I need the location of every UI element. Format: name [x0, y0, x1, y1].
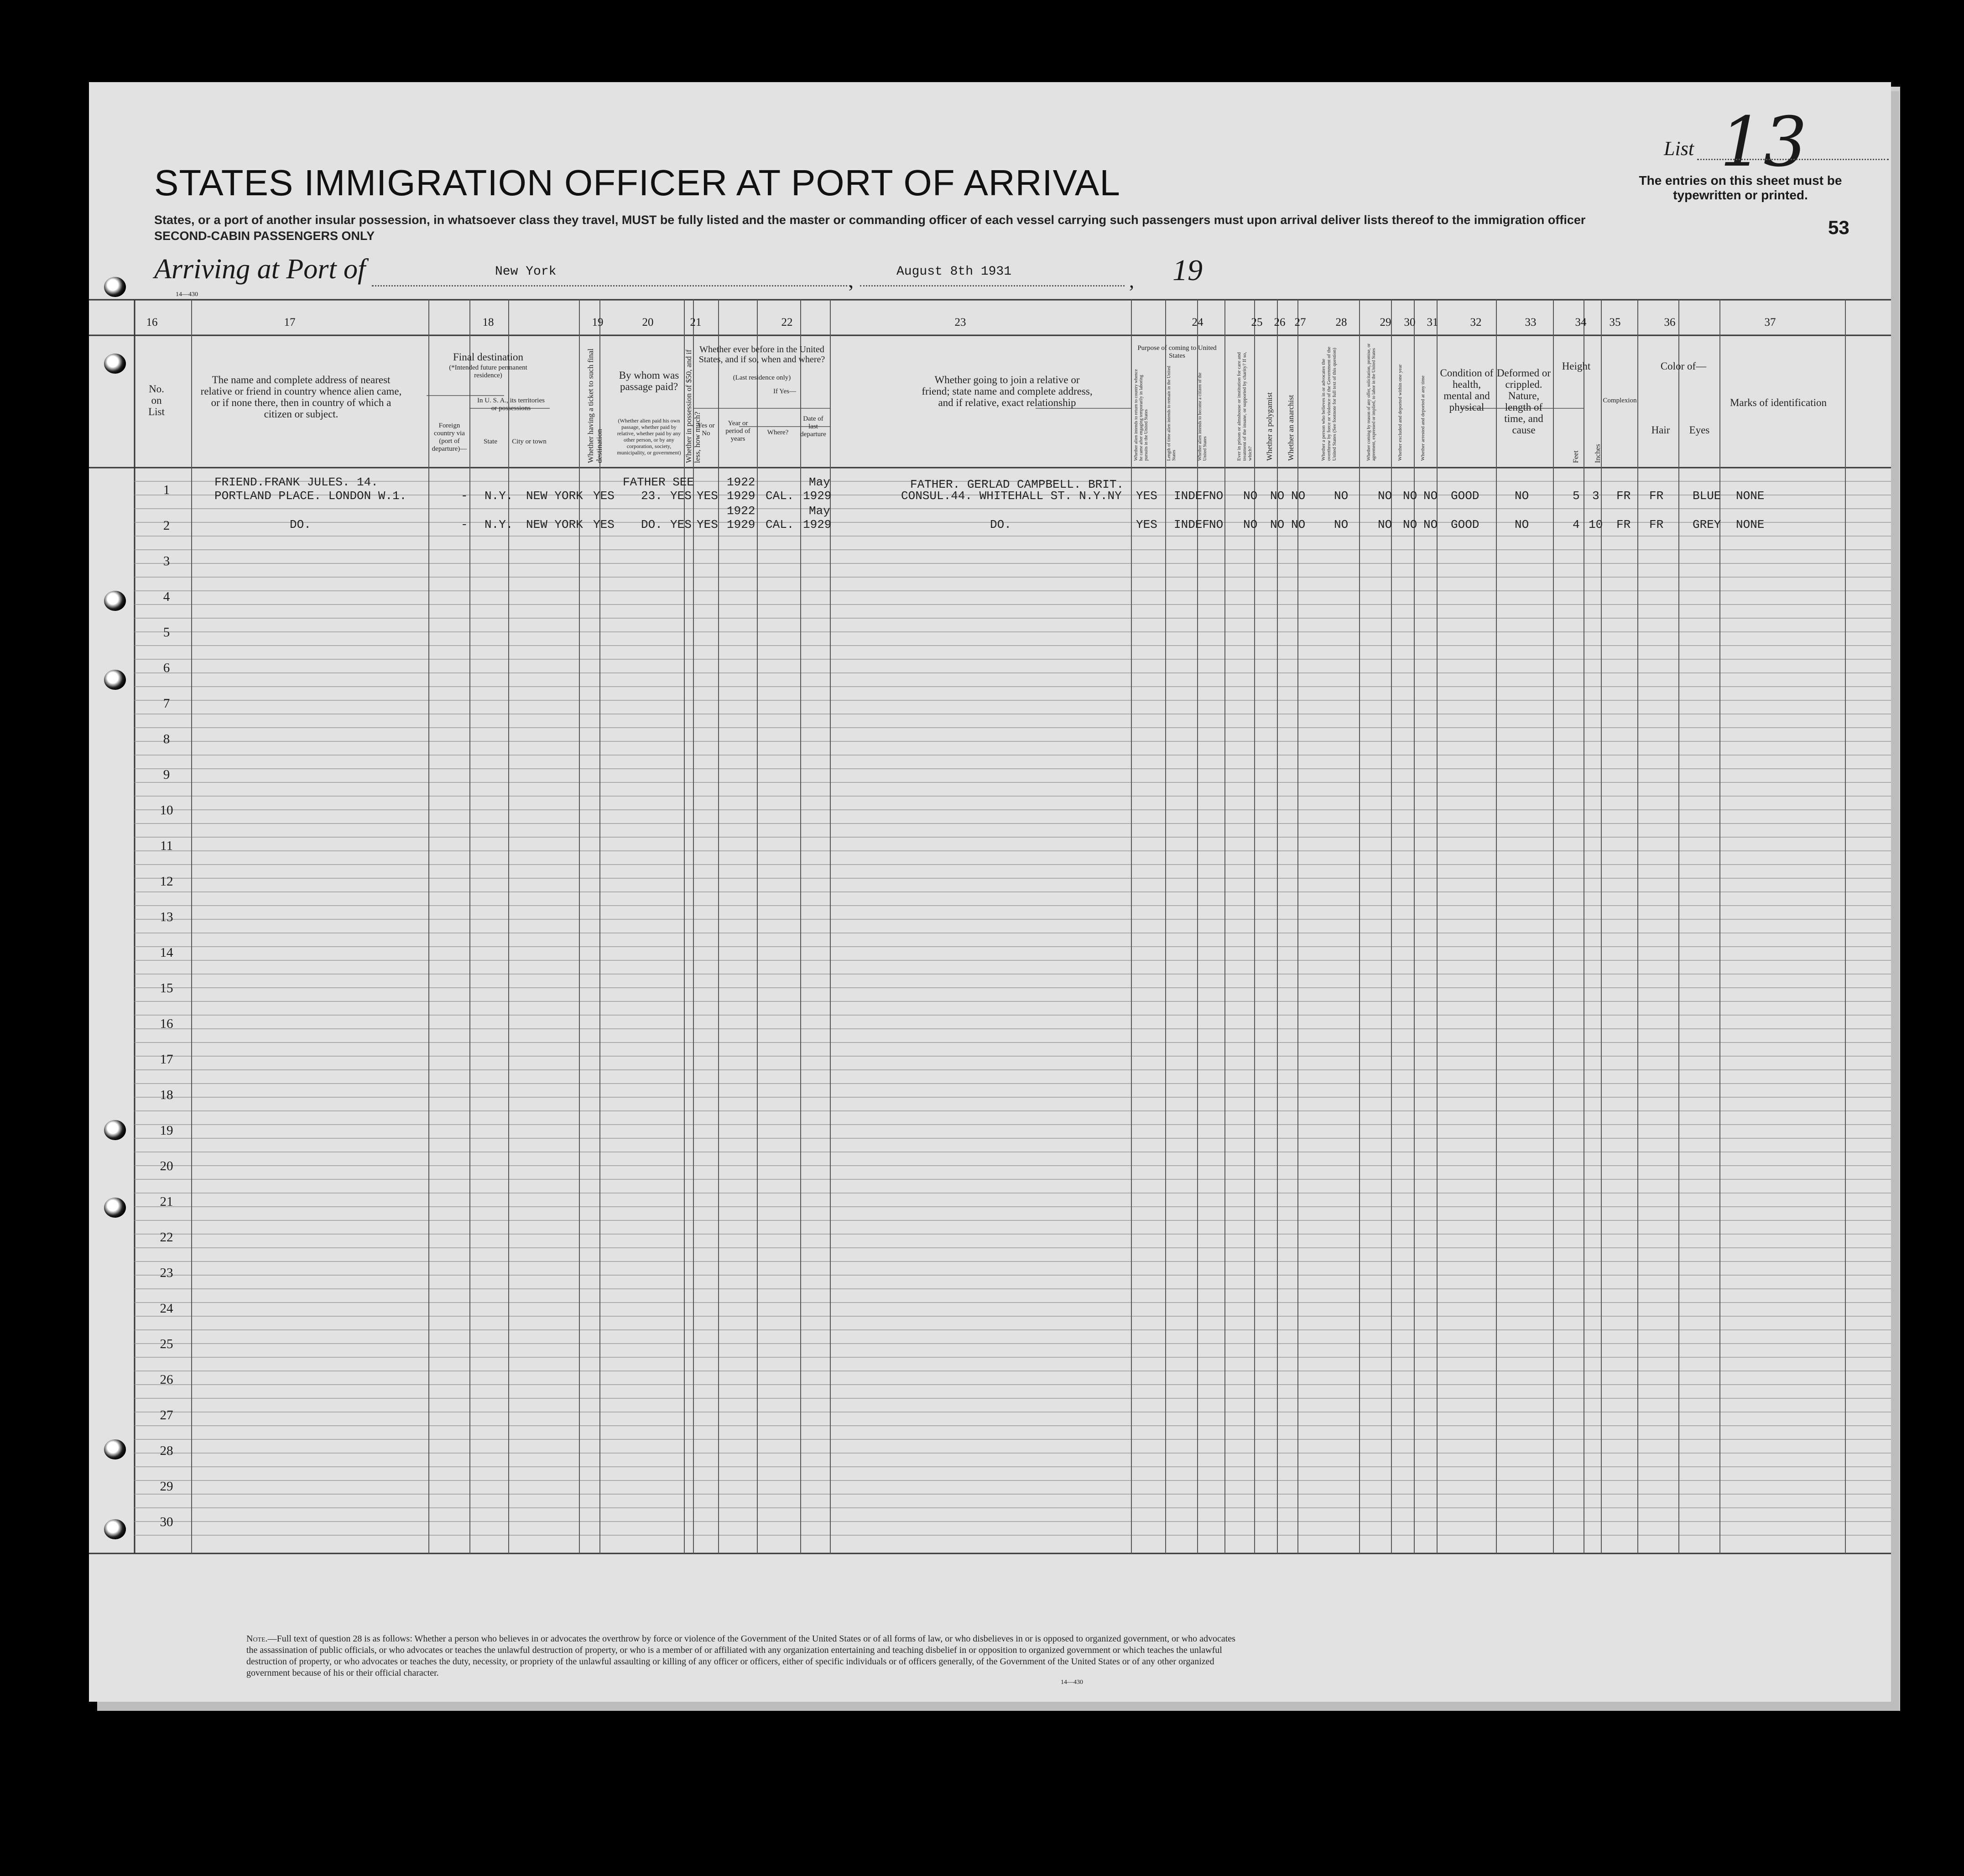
form-number: 14—430	[176, 291, 198, 298]
header-deformed: Deformed or crippled. Nature, length of time, and cause	[1496, 367, 1551, 436]
cell-state: N.Y.	[484, 489, 513, 503]
header-passage-paid: By whom was passage paid?	[619, 370, 679, 392]
col-number: 16	[146, 316, 158, 328]
row-number: 12	[160, 874, 173, 889]
col-number: 28	[1335, 316, 1347, 328]
cell-marks: NONE	[1736, 518, 1765, 532]
header-inches: Inches	[1594, 444, 1602, 463]
cell-relative: PORTLAND PLACE. LONDON W.1.	[214, 489, 407, 503]
row-number: 15	[160, 981, 173, 995]
col-number: 23	[954, 316, 966, 328]
cell-return: YES	[1136, 489, 1157, 503]
col-number: 17	[284, 316, 296, 328]
cell-before: YES	[697, 518, 718, 532]
col-number: 25	[1251, 316, 1263, 328]
header-in-usa: In U. S. A., its territories or possessions	[477, 397, 545, 412]
header-fifty-dollars: Whether in possession of $50, and if less, how much?	[684, 349, 702, 463]
cell-arrested: NO	[1423, 489, 1438, 503]
header-marks: Marks of identification	[1730, 397, 1827, 408]
cell-join: FATHER. GERLAD CAMPBELL. BRIT.	[910, 478, 1124, 491]
cell-join: CONSUL.44. WHITEHALL ST. N.Y.NY	[901, 489, 1122, 503]
cell-return: YES	[1136, 518, 1157, 532]
arriving-label: Arriving at Port of	[154, 254, 366, 285]
class-line: SECOND-CABIN PASSENGERS ONLY	[154, 229, 375, 243]
col-number: 26	[1274, 316, 1286, 328]
col-number: 37	[1764, 316, 1776, 328]
cell-inches: 3	[1592, 489, 1599, 503]
row-number: 5	[163, 625, 170, 640]
cell-overthrow: NO	[1334, 518, 1349, 532]
header-overthrow: Whether a person who believes in or advocates the overthrow by force or violence of the Government of the United States (See footnote for full text of this question)	[1321, 346, 1337, 461]
col-number: 24	[1192, 316, 1203, 328]
col-number: 19	[592, 316, 604, 328]
header-height: Height	[1562, 360, 1591, 372]
cell-arrested: NO	[1423, 518, 1438, 532]
col-number: 34	[1575, 316, 1587, 328]
cell-state: N.Y.	[484, 518, 513, 532]
cell-departure: 1929	[803, 518, 832, 532]
cell-before: YES	[697, 489, 718, 503]
col-number: 27	[1294, 316, 1306, 328]
cell-join: DO.	[990, 518, 1011, 532]
cell-departure: 1929	[803, 489, 832, 503]
cell-ticket: YES	[593, 518, 615, 532]
header-eyes: Eyes	[1689, 424, 1710, 436]
cell-labor: NO	[1378, 489, 1392, 503]
cell-where: CAL.	[766, 518, 794, 532]
cell-inches: 10	[1589, 518, 1603, 532]
header-arrested: Whether arrested and deported at any time	[1420, 375, 1426, 461]
cell-labor: NO	[1378, 518, 1392, 532]
cell-citizen: NO	[1209, 489, 1224, 503]
cell-relative: DO.	[290, 518, 311, 532]
footnote-lead: Note.	[246, 1634, 268, 1644]
cell-paid: DO.	[641, 518, 662, 532]
header-return-intent: Whether alien intends to return to country whence he came after engaging temporarily in laboring pursuits in the United States	[1134, 369, 1149, 461]
col-number: 29	[1380, 316, 1391, 328]
cell-years: 1922	[727, 475, 755, 489]
header-length-stay: Length of time alien intends to remain in the United States	[1167, 365, 1177, 461]
col-number: 35	[1609, 316, 1621, 328]
binder-hole	[104, 1519, 126, 1539]
row-number: 11	[160, 839, 173, 853]
row-number: 25	[160, 1337, 173, 1351]
row-number: 18	[160, 1088, 173, 1102]
cell-prison: NO	[1243, 489, 1258, 503]
cell-years: 1929	[727, 518, 755, 532]
header-year-period: Year or period of years	[725, 420, 750, 443]
col-number: 32	[1470, 316, 1482, 328]
col-number: 33	[1525, 316, 1537, 328]
cell-fifty: YES	[670, 518, 692, 532]
cell-excluded: NO	[1403, 518, 1417, 532]
cell-length: INDEF	[1174, 518, 1210, 532]
header-polygamist: Whether a polygamist	[1265, 392, 1274, 461]
binder-hole	[104, 277, 126, 297]
footnote-text: —Full text of question 28 is as follows: Whether a person who believes in or advocates the overthrow by force or violence of the Government of the United States or of all forms of law, or who disbelieves in or is opposed to organized government, or who advocates the assassination of public officials, or who advocates or teaches the unlawful destruction of property, or who is a member of or affiliated with any organization entertaining and teaching disbelief in or opposition to organized government or which teaches the unlawful destruction of property, or who advocates or teaches the duty, necessity, or propriety of the unlawful assaulting or killing of any officer or officers, either of specific individuals or of officers generally, of the Government of the United States or of any other organized government because of his or their official character.	[246, 1634, 1235, 1678]
cell-paid: 23.	[641, 489, 662, 503]
row-number: 27	[160, 1408, 173, 1423]
cell-ticket: YES	[593, 489, 615, 503]
row-number: 29	[160, 1479, 173, 1494]
header-anarchist: Whether an anarchist	[1287, 395, 1295, 461]
row-number: 17	[160, 1052, 173, 1067]
entries-note: The entries on this sheet must be typewritten or printed.	[1639, 173, 1842, 202]
header-feet: Feet	[1572, 450, 1580, 463]
col-number: 31	[1427, 316, 1438, 328]
cell-paid: FATHER SEE	[623, 475, 694, 489]
header-last-departure: Date of last departure	[800, 415, 826, 438]
cell-hair: FR	[1649, 489, 1664, 503]
col-number: 20	[642, 316, 654, 328]
row-number: 26	[160, 1372, 173, 1387]
row-number: 22	[160, 1230, 173, 1245]
cell-marks: NONE	[1736, 489, 1765, 503]
cell-eyes: BLUE	[1693, 489, 1721, 503]
port-field: New York	[495, 265, 557, 279]
cell-fifty: YES	[670, 489, 692, 503]
binder-hole	[104, 591, 126, 611]
row-number: 10	[160, 803, 173, 818]
binder-hole	[104, 1439, 126, 1459]
cell-years: 1922	[727, 504, 755, 518]
cell-foreign: -	[461, 489, 468, 503]
cell-deformed: NO	[1515, 489, 1529, 503]
row-number: 20	[160, 1159, 173, 1173]
col-number: 36	[1664, 316, 1676, 328]
binder-hole	[104, 670, 126, 690]
header-health: Condition of health, mental and physical	[1440, 367, 1494, 413]
cell-health: GOOD	[1451, 518, 1480, 532]
cell-hair: FR	[1649, 518, 1664, 532]
cell-city: NEW YORK	[526, 518, 583, 532]
header-excluded: Whether excluded and deported within one year	[1397, 364, 1403, 461]
footnote-form-number: 14—430	[1061, 1679, 1083, 1686]
row-number: 8	[163, 732, 170, 746]
header-final-destination-sub: (*Intended future permanent residence)	[449, 364, 527, 379]
list-number: 13	[1720, 103, 1807, 182]
cell-departure: May	[809, 504, 830, 518]
col-number: 18	[482, 316, 494, 328]
cell-anarchist: NO	[1291, 489, 1306, 503]
cell-excluded: NO	[1403, 489, 1417, 503]
comma-mark: ,	[849, 270, 854, 292]
binder-hole	[104, 1198, 126, 1218]
header-before-in-us: Whether ever before in the United States, and if so, when and where?	[698, 344, 825, 365]
page-number: 53	[1828, 217, 1849, 238]
header-prison: Ever in prison or almshouse or institution for care and treatment of the insane, or supported by charity? If so, which?	[1236, 352, 1253, 461]
cell-city: NEW YORK	[526, 489, 583, 503]
col-number: 21	[690, 316, 702, 328]
cell-foreign: -	[461, 518, 468, 532]
header-city: City or town	[512, 438, 547, 445]
col-number: 22	[781, 316, 793, 328]
header-passage-paid-sub: (Whether alien paid his own passage, whether paid by relative, whether paid by any other person, or by any corporation, society, municipality, or government)	[617, 417, 681, 456]
footnote	[246, 1633, 1236, 1679]
row-number: 14	[160, 945, 173, 960]
row-number: 16	[160, 1016, 173, 1031]
cell-polygamist: NO	[1270, 489, 1285, 503]
cell-overthrow: NO	[1334, 489, 1349, 503]
binder-hole	[104, 354, 126, 374]
row-number: 2	[163, 518, 170, 533]
row-number: 7	[163, 696, 170, 711]
header-purpose: Purpose of coming to United States	[1137, 344, 1217, 360]
header-citizen-intent: Whether alien intends to become a citizen of the United States	[1198, 372, 1208, 461]
cell-relative: FRIEND.FRANK JULES. 14.	[214, 475, 378, 489]
date-field: August 8th 1931	[896, 265, 1012, 279]
row-number: 28	[160, 1443, 173, 1458]
cell-health: GOOD	[1451, 489, 1480, 503]
header-foreign-country: Foreign country via (port of departure)—	[432, 422, 467, 453]
row-number: 13	[160, 910, 173, 924]
header-if-yes: If Yes—	[773, 388, 796, 395]
row-number: 21	[160, 1194, 173, 1209]
header-no-on-list: No. on List	[148, 383, 165, 417]
instruction-text: States, or a port of another insular possession, in whatsoever class they travel, MUST be fully listed and the master or commanding officer of each vessel carrying such passengers must upon arrival deliver lists thereof to the immigration officer	[154, 213, 1586, 227]
cell-feet: 5	[1573, 489, 1580, 503]
row-number: 4	[163, 589, 170, 604]
cell-feet: 4	[1573, 518, 1580, 532]
row-number: 1	[163, 483, 170, 497]
cell-deformed: NO	[1515, 518, 1529, 532]
cell-length: INDEF	[1174, 489, 1210, 503]
header-final-destination: Final destination	[453, 351, 523, 363]
cell-complexion: FR	[1616, 489, 1631, 503]
header-hair: Hair	[1651, 424, 1670, 436]
cell-anarchist: NO	[1291, 518, 1306, 532]
row-number: 9	[163, 767, 170, 782]
page-title: STATES IMMIGRATION OFFICER AT PORT OF ARRIVAL	[154, 162, 1120, 203]
manifest-sheet	[89, 82, 1891, 1702]
header-going-to-join: Whether going to join a relative or friend; state name and complete address, and if relative, exact relationship	[922, 374, 1093, 408]
cell-prison: NO	[1243, 518, 1258, 532]
header-state: State	[484, 438, 497, 445]
header-ticket: Whether having a ticket to such final destination	[586, 348, 604, 463]
row-number: 30	[160, 1515, 173, 1529]
cell-eyes: GREY	[1693, 518, 1721, 532]
comma-mark: ,	[1129, 270, 1134, 292]
cell-years: 1929	[727, 489, 755, 503]
header-before-sub: (Last residence only)	[733, 374, 791, 381]
cell-complexion: FR	[1616, 518, 1631, 532]
row-number: 23	[160, 1266, 173, 1280]
cell-where: CAL.	[766, 489, 794, 503]
row-number: 19	[160, 1123, 173, 1138]
list-label: List	[1664, 137, 1694, 160]
header-color-of: Color of—	[1660, 360, 1707, 372]
header-nearest-relative: The name and complete address of nearest relative or friend in country whence alien came, or if none there, then in country of which a citizen or subject.	[200, 374, 402, 420]
cell-polygamist: NO	[1270, 518, 1285, 532]
header-labor-offer: Whether coming by reason of any offer, solicitation, promise, or agreement, expressed or implied, to labor in the United States	[1366, 343, 1376, 461]
row-number: 6	[163, 661, 170, 675]
row-number: 3	[163, 554, 170, 568]
binder-hole	[104, 1120, 126, 1140]
cell-citizen: NO	[1209, 518, 1224, 532]
cell-departure: May	[809, 475, 830, 489]
col-number: 30	[1404, 316, 1416, 328]
row-number: 24	[160, 1301, 173, 1316]
header-complexion: Complexion	[1603, 397, 1637, 404]
year-prefix: 19	[1172, 254, 1203, 287]
header-yes-no: Yes or No	[697, 422, 715, 437]
header-where: Where?	[767, 429, 789, 436]
